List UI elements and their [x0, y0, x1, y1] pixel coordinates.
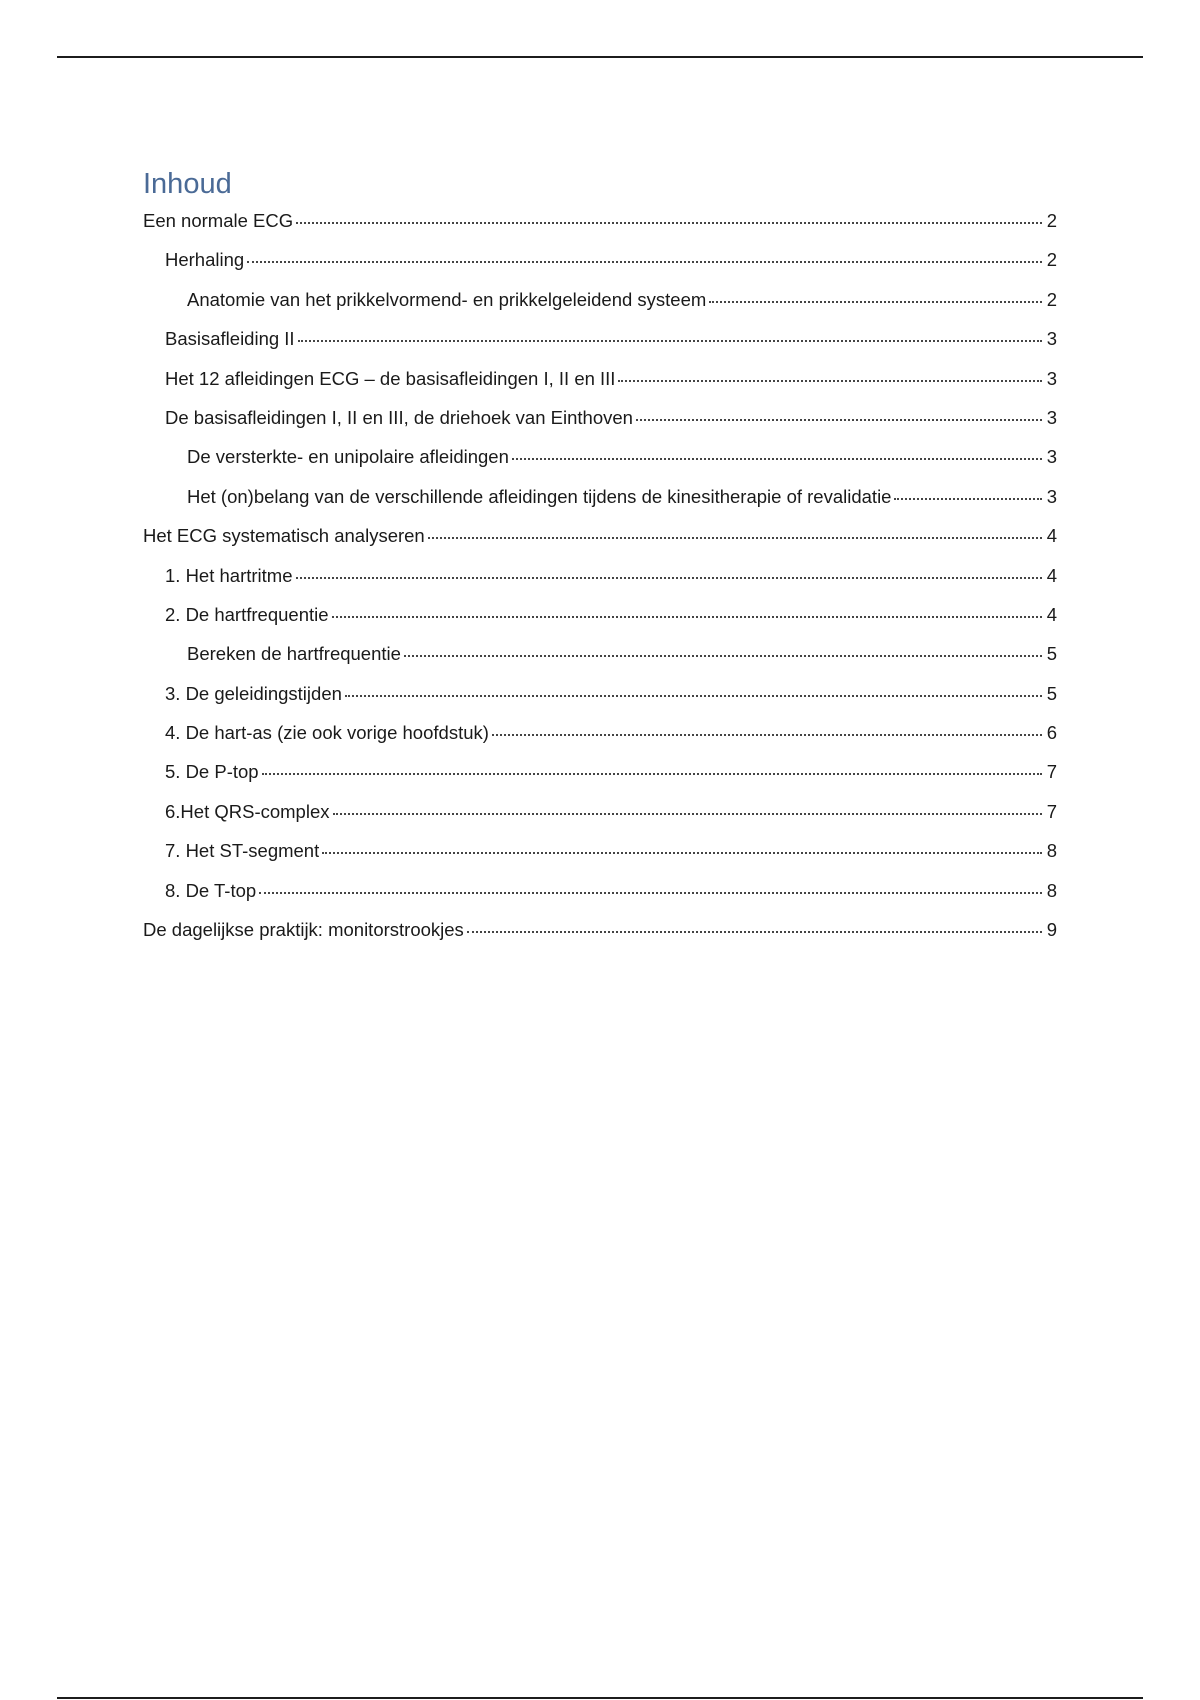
- toc-entry-page-number: 3: [1046, 367, 1057, 389]
- toc-entry-label: 1. Het hartritme: [165, 564, 293, 586]
- dot-leader: [322, 851, 1042, 854]
- toc-entry[interactable]: [143, 761, 1057, 800]
- dot-leader: [298, 339, 1042, 342]
- dot-leader: [404, 654, 1042, 657]
- toc-entry-label: Het ECG systematisch analyseren: [143, 525, 425, 547]
- dot-leader: [296, 576, 1043, 579]
- toc-entry[interactable]: [143, 565, 1057, 604]
- toc-entry-label: 7. Het ST-segment: [165, 840, 320, 862]
- dot-leader: [618, 379, 1042, 382]
- toc-entry[interactable]: [143, 407, 1057, 446]
- footer-rule: [57, 1697, 1143, 1699]
- toc-entry[interactable]: [143, 801, 1057, 840]
- dot-leader: [259, 891, 1042, 894]
- toc-entry-page-number: 3: [1046, 446, 1057, 468]
- table-of-contents: [143, 166, 1057, 958]
- toc-entry[interactable]: [143, 525, 1057, 564]
- toc-entry-page-number: 6: [1046, 722, 1057, 744]
- toc-entry-label: De versterkte- en unipolaire afleidingen: [187, 446, 509, 468]
- dot-leader: [709, 300, 1042, 303]
- toc-entry[interactable]: [143, 446, 1057, 485]
- toc-entry-label: Het 12 afleidingen ECG – de basisafleidingen I, II en III: [165, 367, 616, 389]
- toc-entry-page-number: 5: [1046, 682, 1057, 704]
- toc-entry[interactable]: [143, 722, 1057, 761]
- toc-entry-page-number: 2: [1046, 249, 1057, 271]
- dot-leader: [262, 772, 1042, 775]
- toc-entry[interactable]: [143, 210, 1057, 249]
- toc-entry-page-number: 4: [1046, 603, 1057, 625]
- toc-entry-page-number: 8: [1046, 879, 1057, 901]
- toc-entry[interactable]: [143, 486, 1057, 525]
- toc-entry-label: 4. De hart-as (zie ook vorige hoofdstuk): [165, 722, 489, 744]
- toc-entry[interactable]: [143, 368, 1057, 407]
- toc-entry[interactable]: [143, 643, 1057, 682]
- toc-entry-label: 6.Het QRS-complex: [165, 800, 330, 822]
- toc-entry[interactable]: [143, 683, 1057, 722]
- toc-entry-label: 5. De P-top: [165, 761, 259, 783]
- toc-entry[interactable]: [143, 840, 1057, 879]
- toc-list: [143, 210, 1057, 958]
- dot-leader: [296, 221, 1042, 224]
- toc-entry-page-number: 2: [1046, 288, 1057, 310]
- toc-entry-label: Een normale ECG: [143, 210, 294, 231]
- toc-entry-page-number: 3: [1046, 328, 1057, 350]
- dot-leader: [492, 733, 1042, 736]
- toc-entry-page-number: 7: [1046, 800, 1057, 822]
- toc-entry-label: 8. De T-top: [165, 879, 257, 901]
- toc-entry-page-number: 5: [1046, 643, 1057, 665]
- toc-entry[interactable]: [143, 249, 1057, 288]
- toc-entry-label: Basisafleiding II: [165, 328, 295, 350]
- toc-entry-page-number: 2: [1046, 210, 1057, 231]
- dot-leader: [636, 418, 1042, 421]
- dot-leader: [333, 812, 1043, 815]
- toc-entry-page-number: 9: [1046, 919, 1057, 941]
- toc-entry-label: De dagelijkse praktijk: monitorstrookjes: [143, 919, 464, 941]
- toc-entry-page-number: 4: [1046, 525, 1057, 547]
- dot-leader: [467, 930, 1042, 933]
- toc-entry[interactable]: [143, 919, 1057, 958]
- dot-leader: [332, 615, 1042, 618]
- toc-entry[interactable]: [143, 604, 1057, 643]
- dot-leader: [894, 497, 1042, 500]
- toc-entry[interactable]: [143, 328, 1057, 367]
- toc-entry-label: Herhaling: [165, 249, 245, 271]
- toc-entry[interactable]: [143, 289, 1057, 328]
- toc-entry-page-number: 7: [1046, 761, 1057, 783]
- toc-entry-label: 3. De geleidingstijden: [165, 682, 342, 704]
- toc-title: Inhoud: [143, 168, 232, 200]
- toc-entry-page-number: 4: [1046, 564, 1057, 586]
- dot-leader: [512, 457, 1042, 460]
- toc-entry[interactable]: [143, 880, 1057, 919]
- dot-leader: [247, 260, 1042, 263]
- toc-entry-label: De basisafleidingen I, II en III, de driehoek van Einthoven: [165, 406, 633, 428]
- toc-entry-page-number: 3: [1046, 485, 1057, 507]
- toc-entry-page-number: 3: [1046, 406, 1057, 428]
- toc-entry-label: Anatomie van het prikkelvormend- en prikkelgeleidend systeem: [187, 288, 707, 310]
- toc-entry-label: 2. De hartfrequentie: [165, 603, 329, 625]
- dot-leader: [345, 694, 1042, 697]
- toc-entry-label: Het (on)belang van de verschillende afleidingen tijdens de kinesitherapie of revalidatie: [187, 485, 892, 507]
- toc-entry-label: Bereken de hartfrequentie: [187, 643, 401, 665]
- dot-leader: [428, 536, 1042, 539]
- toc-entry-page-number: 8: [1046, 840, 1057, 862]
- header-rule: [57, 56, 1143, 58]
